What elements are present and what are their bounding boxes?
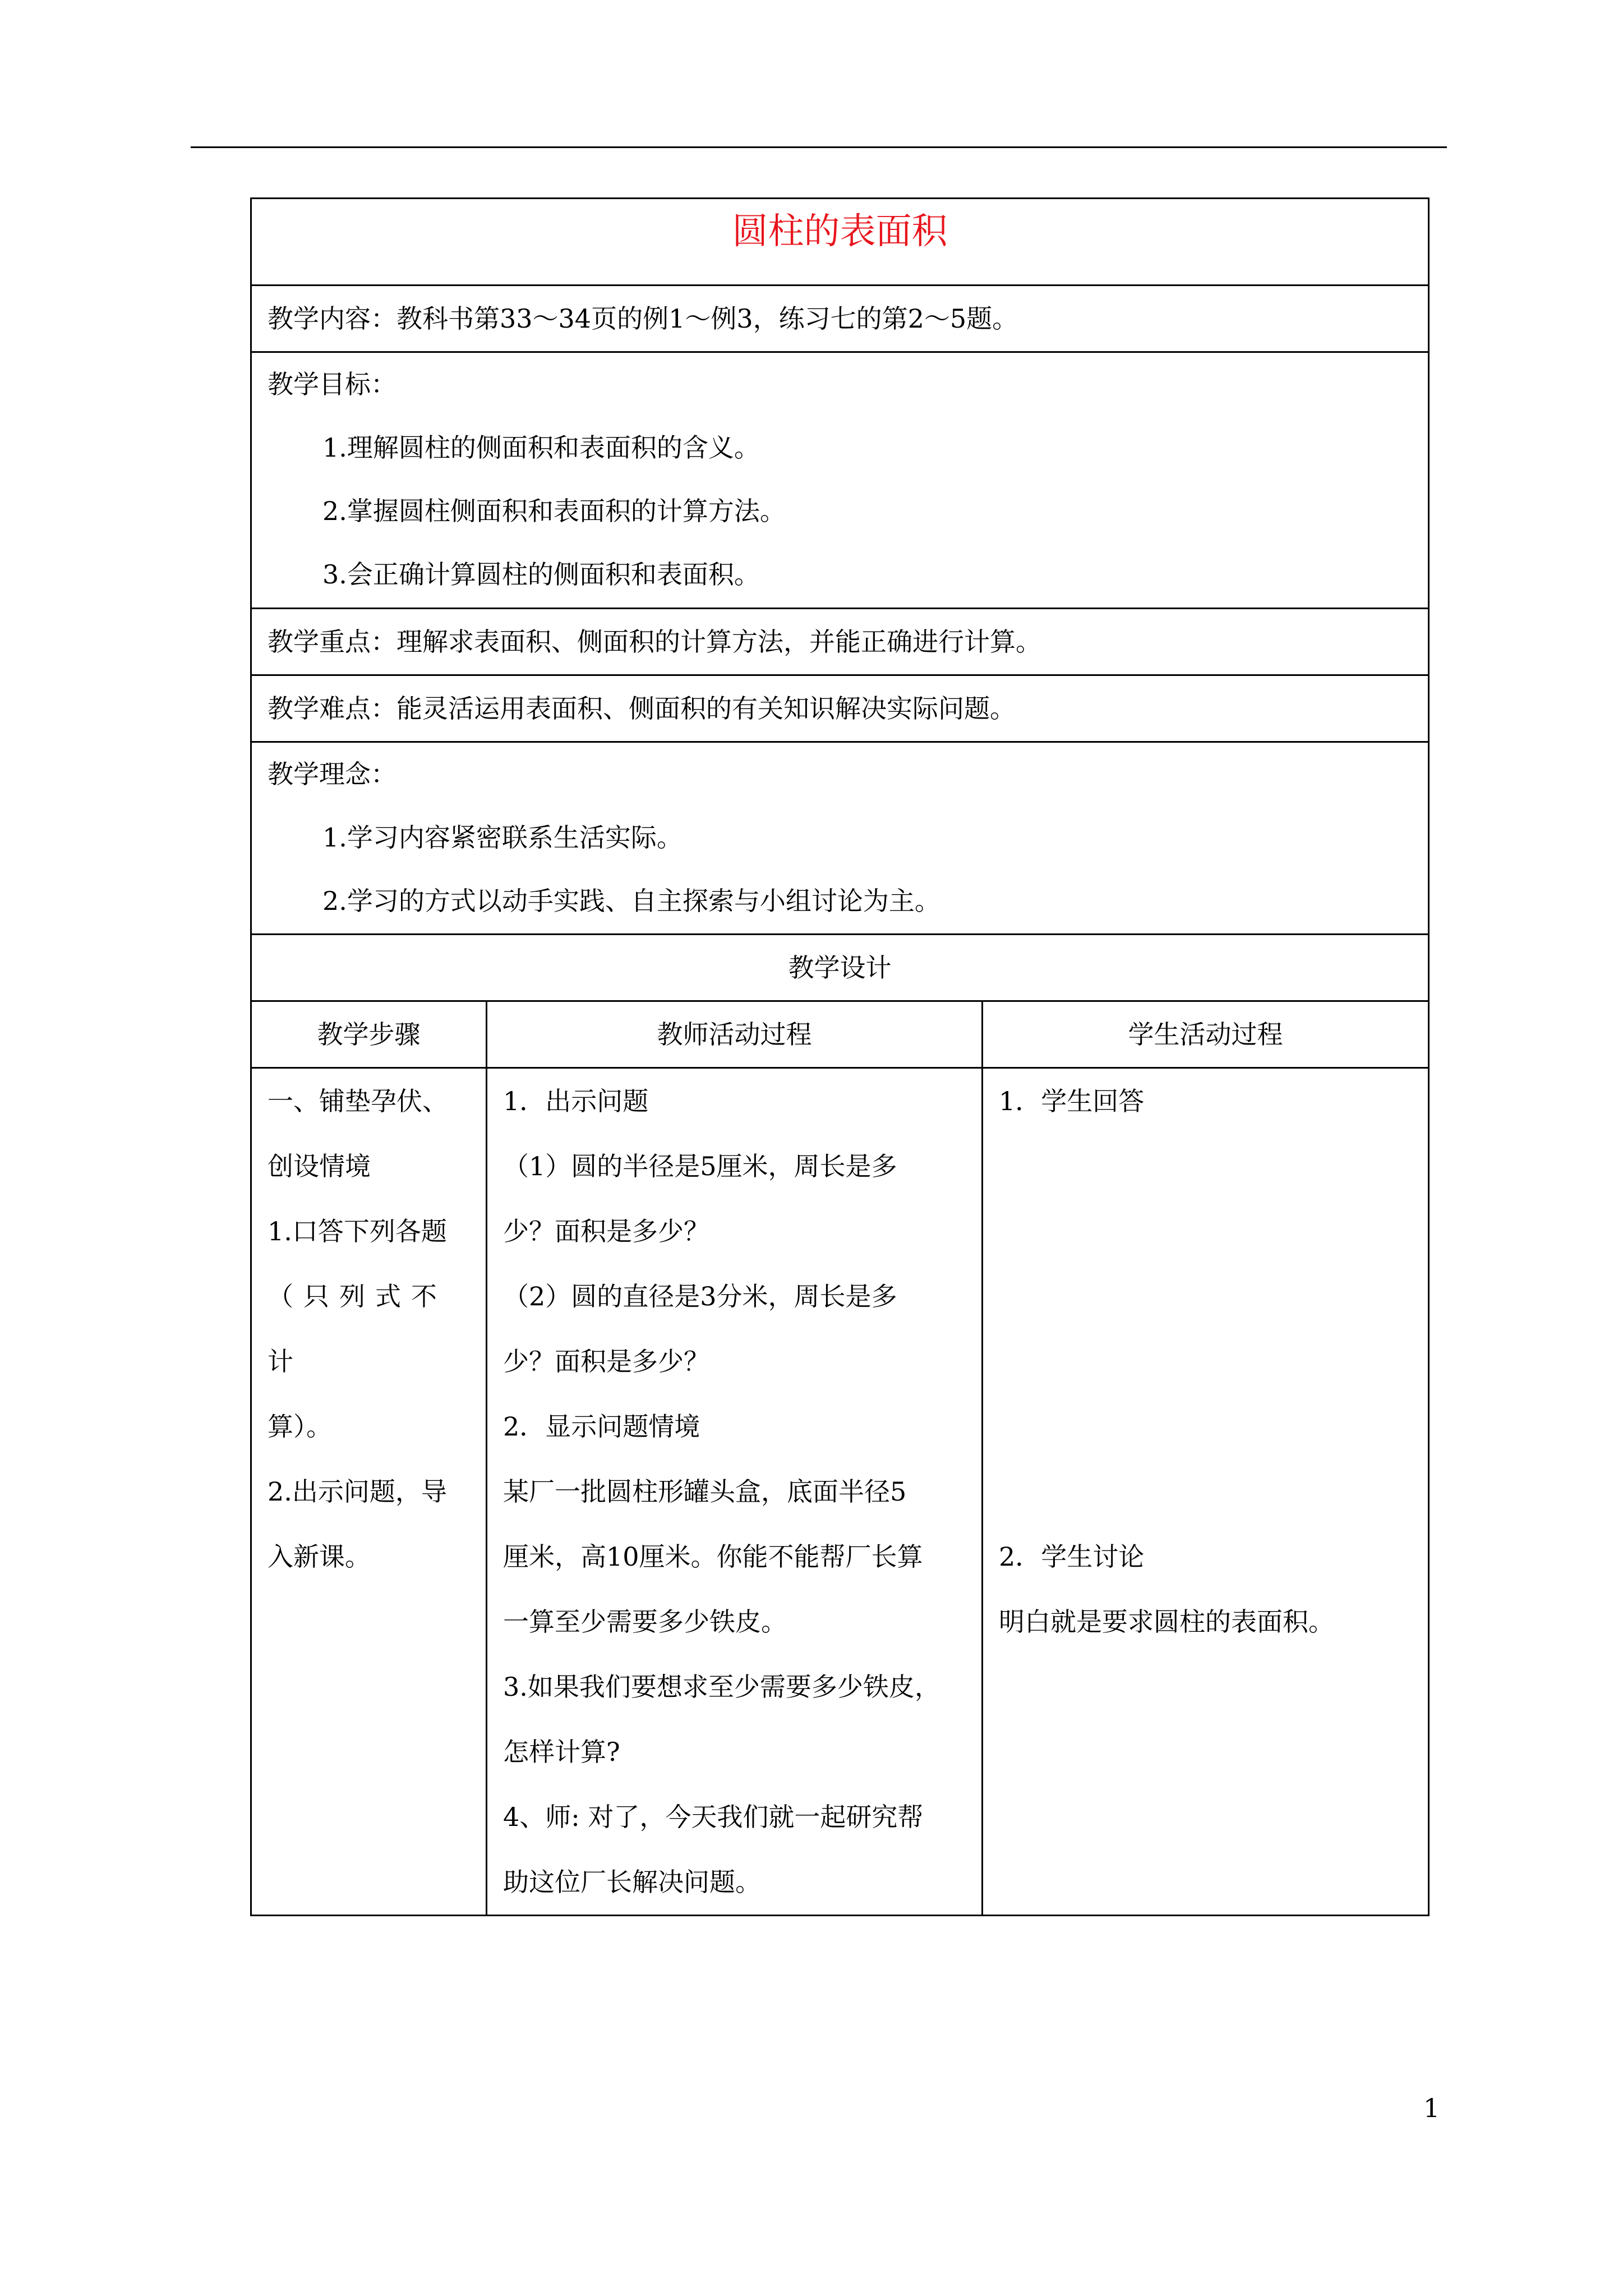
teaching-goals [251, 352, 1429, 609]
header-rule [191, 146, 1447, 148]
step-line: 算）。 [268, 1411, 332, 1442]
difficulty: 教学难点：能灵活运用表面积、侧面积的有关知识解决实际问题。 [251, 675, 1429, 742]
teacher-line: 少？面积是多少？ [503, 1216, 709, 1246]
philosophy-item: 1.学习内容紧密联系生活实际。 [322, 822, 683, 853]
step-line: 一、铺垫孕伏、 [268, 1086, 448, 1116]
teacher-line: （2）圆的直径是3分米，周长是多 [503, 1281, 897, 1312]
step-line: （只列式不计 [268, 1281, 447, 1377]
lesson-plan-table [250, 197, 1430, 1916]
student-spacer [999, 1134, 1412, 1524]
goal-item: 3.会正确计算圆柱的侧面积和表面积。 [322, 559, 760, 590]
goal-item: 2.掌握圆柱侧面积和表面积的计算方法。 [322, 496, 786, 526]
teacher-line: 少？面积是多少？ [503, 1346, 709, 1377]
step-line: 2.出示问题，导 [268, 1476, 447, 1507]
teacher-line: 3.如果我们要想求至少需要多少铁皮， [503, 1672, 940, 1702]
column-header-steps: 教学步骤 [251, 1001, 487, 1068]
step-line: 1.口答下列各题 [268, 1216, 447, 1246]
design-header: 教学设计 [251, 935, 1429, 1001]
column-header-teacher: 教师活动过程 [487, 1001, 983, 1068]
student-line: 1．学生回答 [999, 1086, 1145, 1116]
teacher-line: 厘米，高10厘米。你能不能帮厂长算 [503, 1542, 923, 1572]
philosophy-label: 教学理念： [268, 759, 396, 789]
teacher-line: 一算至少需要多少铁皮。 [503, 1607, 787, 1637]
goal-item: 1.理解圆柱的侧面积和表面积的含义。 [322, 432, 760, 463]
page-title: 圆柱的表面积 [251, 199, 1429, 286]
philosophy-item: 2.学习的方式以动手实践、自主探索与小组讨论为主。 [322, 886, 940, 916]
student-line: 明白就是要求圆柱的表面积。 [999, 1607, 1334, 1637]
teacher-line: 助这位厂长解决问题。 [503, 1867, 761, 1897]
key-point: 教学重点：理解求表面积、侧面积的计算方法，并能正确进行计算。 [251, 609, 1429, 675]
teacher-line: 2．显示问题情境 [503, 1411, 700, 1442]
teacher-line: （1）圆的半径是5厘米，周长是多 [503, 1151, 897, 1181]
teaching-content: 教学内容：教科书第33～34页的例1～例3，练习七的第2～5题。 [251, 286, 1429, 352]
step-line: 创设情境 [268, 1151, 371, 1181]
goals-label: 教学目标： [268, 369, 396, 399]
steps-cell [251, 1068, 487, 1916]
column-header-student: 学生活动过程 [983, 1001, 1429, 1068]
student-cell [983, 1068, 1429, 1916]
teacher-line: 1．出示问题 [503, 1086, 649, 1116]
page-number: 1 [1423, 2093, 1440, 2123]
step-line: 入新课。 [268, 1542, 371, 1572]
teacher-line: 某厂一批圆柱形罐头盒，底面半径5 [503, 1476, 907, 1507]
student-line: 2．学生讨论 [999, 1542, 1145, 1572]
teaching-philosophy [251, 742, 1429, 935]
teacher-cell [487, 1068, 983, 1916]
teacher-line: 4、师: 对了，今天我们就一起研究帮 [503, 1802, 924, 1832]
teacher-line: 怎样计算? [503, 1737, 620, 1767]
